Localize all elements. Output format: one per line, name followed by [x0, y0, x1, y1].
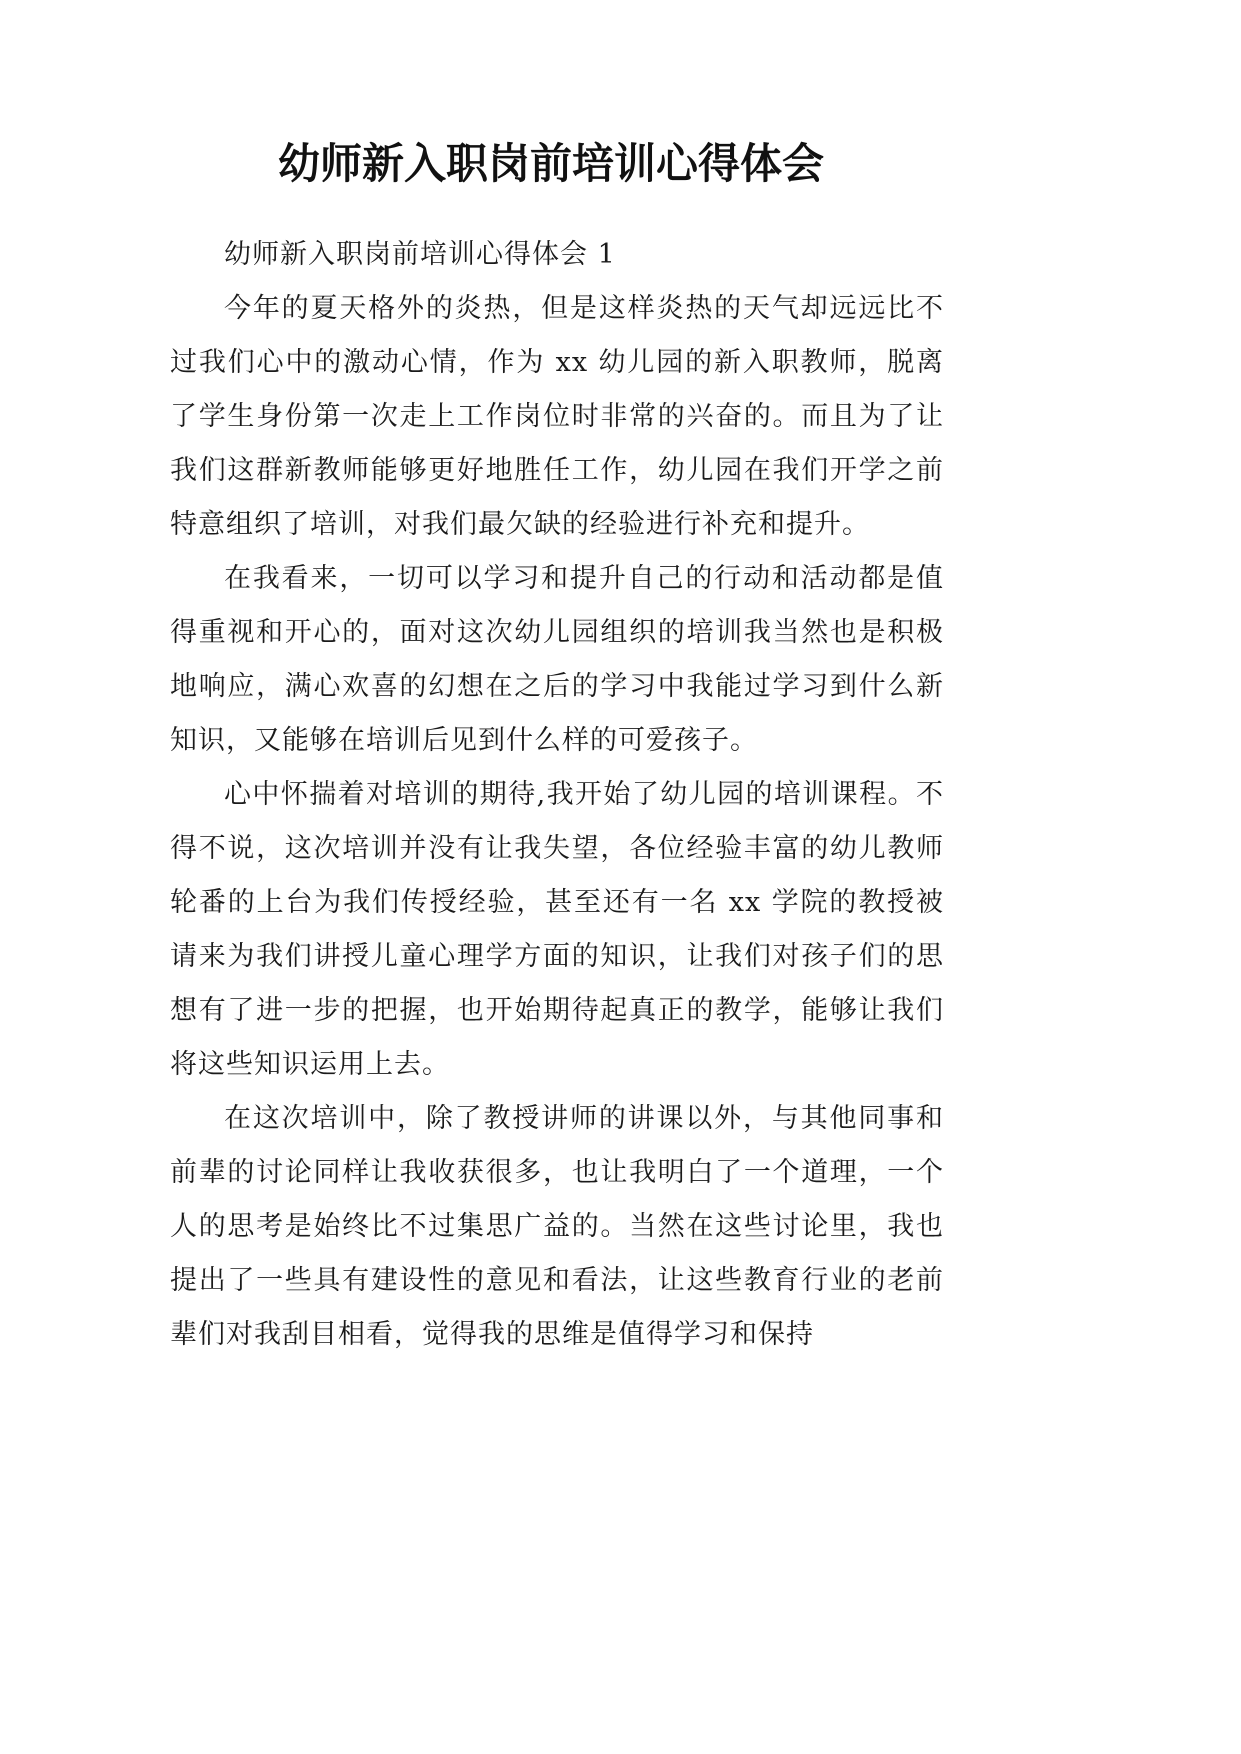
section-heading: 幼师新入职岗前培训心得体会 1	[224, 239, 616, 270]
paragraph: 在我看来，一切可以学习和提升自己的行动和活动都是值得重视和开心的，面对这次幼儿园组织的培训我当然也是积极地响应，满心欢喜的幻想在之后的学习中我能过学习到什么新知识，又能够在培训后见到什么样的可爱孩子。	[170, 563, 944, 756]
paragraph: 在这次培训中，除了教授讲师的讲课以外，与其他同事和前辈的讨论同样让我收获很多，也让我明白了一个道理，一个人的思考是始终比不过集思广益的。当然在这些讨论里，我也提出了一些具有建设性的意见和看法，让这些教育行业的老前辈们对我刮目相看，觉得我的思维是值得学习和保持	[170, 1103, 944, 1350]
document-body	[170, 228, 944, 1362]
paragraph: 今年的夏天格外的炎热，但是这样炎热的天气却远远比不过我们心中的激动心情，作为 xx 幼儿园的新入职教师，脱离了学生身份第一次走上工作岗位时非常的兴奋的。而且为了让我们这群新教师能够更好地胜任工作，幼儿园在我们开学之前特意组织了培训，对我们最欠缺的经验进行补充和提升。	[170, 293, 944, 540]
paragraph: 心中怀揣着对培训的期待,我开始了幼儿园的培训课程。不得不说，这次培训并没有让我失望，各位经验丰富的幼儿教师轮番的上台为我们传授经验，甚至还有一名 xx 学院的教授被请来为我们讲授儿童心理学方面的知识，让我们对孩子们的思想有了进一步的把握，也开始期待起真正的教学，能够让我们将这些知识运用上去。	[170, 779, 944, 1080]
document-title: 幼师新入职岗前培训心得体会	[277, 139, 824, 188]
